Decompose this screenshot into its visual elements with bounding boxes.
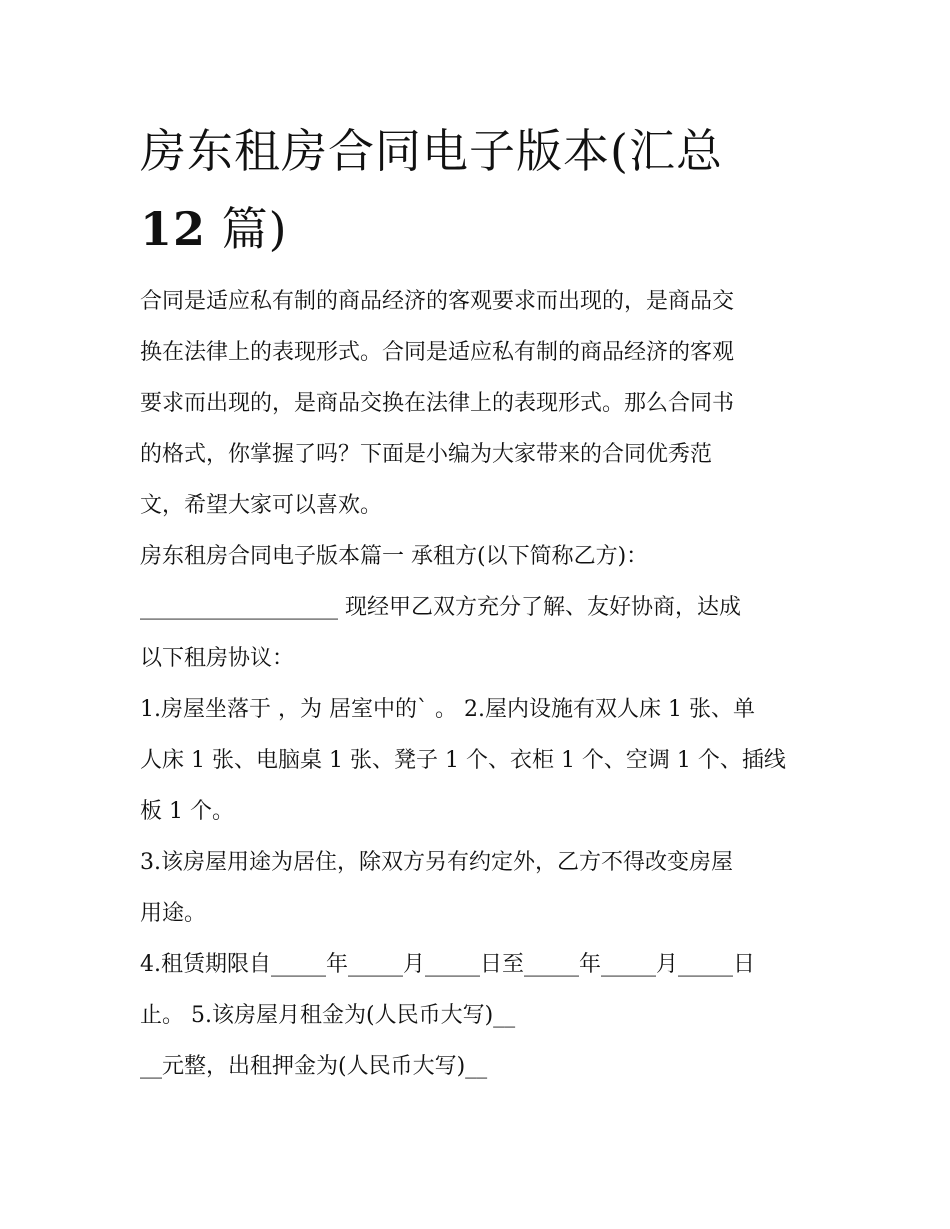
body-line: 要求而出现的，是商品交换在法律上的表现形式。那么合同书	[140, 391, 735, 416]
title-count: 12	[140, 202, 207, 256]
title-suffix: 篇)	[206, 202, 288, 256]
clause-line: 1.房屋坐落于 ，为 居室中的` 。 2.屋内设施有双人床 1 张、单	[140, 697, 755, 722]
body-line: 换在法律上的表现形式。合同是适应私有制的商品经济的客观	[140, 340, 735, 365]
body-line: 文，希望大家可以喜欢。	[140, 493, 383, 518]
clause-line: 4.租赁期限自_____年_____月_____日至_____年_____月_____日	[140, 952, 755, 977]
document-title	[140, 112, 820, 268]
body-line: 以下租房协议：	[140, 646, 295, 671]
clause-line: __元整，出租押金为(人民币大写)__	[140, 1054, 488, 1079]
clause-line: 止。 5.该房屋月租金为(人民币大写)__	[140, 1003, 516, 1028]
title-line-2	[140, 190, 820, 268]
body-line: 合同是适应私有制的商品经济的客观要求而出现的，是商品交	[140, 289, 735, 314]
document-body	[140, 276, 830, 1092]
clause-line: 人床 1 张、电脑桌 1 张、凳子 1 个、衣柜 1 个、空调 1 个、插线	[140, 748, 786, 773]
body-line: __________________ 现经甲乙双方充分了解、友好协商，达成	[140, 595, 741, 620]
clause-line: 3.该房屋用途为居住，除双方另有约定外，乙方不得改变房屋	[140, 850, 733, 875]
title-line-1: 房东租房合同电子版本(汇总	[140, 124, 723, 178]
clause-line: 板 1 个。	[140, 799, 234, 824]
section-heading: 房东租房合同电子版本篇一 承租方(以下简称乙方)：	[140, 544, 649, 569]
body-line: 的格式，你掌握了吗？下面是小编为大家带来的合同优秀范	[140, 442, 713, 467]
clause-line: 用途。	[140, 901, 207, 926]
